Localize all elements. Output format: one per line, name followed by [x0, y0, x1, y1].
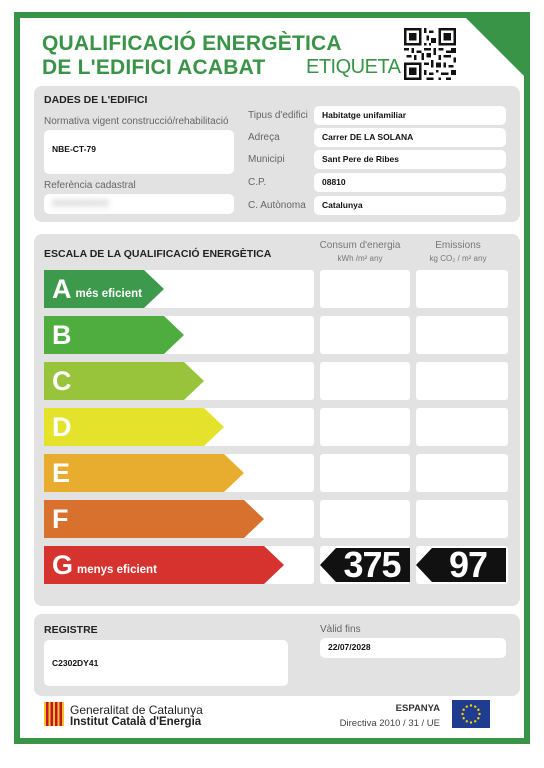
consum-cell — [320, 454, 410, 492]
scale-row-a — [44, 270, 314, 308]
eu-star — [474, 705, 476, 707]
emissions-cell — [416, 408, 508, 446]
consum-header: Consum d'energia — [319, 240, 401, 251]
field-label: Tipus d'edifici — [248, 110, 308, 121]
emissions-value: 97 — [448, 544, 488, 585]
scale-row-f — [44, 500, 314, 538]
etiqueta-label: ETIQUETA — [306, 56, 401, 78]
org-line1: Generalitat de Catalunya — [70, 703, 203, 717]
registre-section-title: REGISTRE — [44, 624, 98, 636]
valid-label: Vàlid fins — [320, 624, 361, 635]
scale-section-title: ESCALA DE LA QUALIFICACIÓ ENERGÈTICA — [44, 248, 272, 260]
emissions-unit: kg CO₂ / m² any — [429, 254, 487, 263]
scale-row-g — [44, 546, 314, 584]
valid-value: 22/07/2028 — [320, 638, 506, 658]
referencia-redacted: XXXXXXXXXX — [52, 198, 109, 208]
eu-star — [462, 717, 464, 719]
normativa-value: NBE-CT-79 — [44, 130, 234, 174]
registre-panel — [34, 614, 520, 696]
eu-star — [477, 709, 479, 711]
scale-arrow-text — [44, 500, 69, 538]
energy-label — [14, 12, 530, 744]
directive: Directiva 2010 / 31 / UE — [339, 718, 440, 729]
eu-star — [478, 713, 480, 715]
class-letter: D — [52, 411, 72, 442]
consum-cell — [320, 270, 410, 308]
consum-cell — [320, 362, 410, 400]
consum-cell — [320, 500, 410, 538]
scale-arrow-text — [44, 454, 70, 492]
eu-flag-icon — [452, 700, 490, 728]
consum-cell — [320, 408, 410, 446]
emissions-header: Emissions — [435, 240, 481, 251]
generalitat-flag-icon — [44, 702, 64, 726]
scale-arrow-text — [44, 408, 72, 446]
qr-code-icon — [404, 28, 456, 80]
field-label: Municipi — [248, 154, 285, 165]
class-label: més eficient — [75, 288, 142, 300]
eu-star — [474, 720, 476, 722]
normativa-label: Normativa vigent construcció/rehabilitació — [44, 116, 229, 127]
scale-row-c — [44, 362, 314, 400]
corner-triangle — [464, 16, 526, 78]
eu-star — [470, 721, 472, 723]
field-label: C. Autònoma — [248, 200, 306, 211]
scale-row-e — [44, 454, 314, 492]
eu-star — [462, 709, 464, 711]
building-data-panel — [34, 86, 520, 222]
scale-row-d — [44, 408, 314, 446]
class-letter: C — [52, 365, 72, 396]
referencia-value — [44, 194, 234, 214]
scale-arrow-text — [44, 316, 72, 354]
eu-star — [470, 704, 472, 706]
field-label: C.P. — [248, 177, 267, 188]
emissions-cell — [416, 270, 508, 308]
class-letter: B — [52, 319, 72, 350]
eu-star — [477, 717, 479, 719]
title-line1: QUALIFICACIÓ ENERGÈTICA — [42, 32, 342, 55]
class-letter: G — [52, 549, 74, 580]
field-value: Carrer DE LA SOLANA — [314, 128, 506, 147]
class-letter: F — [52, 503, 69, 534]
scale-arrow-text — [44, 362, 72, 400]
emissions-cell — [416, 316, 508, 354]
eu-star — [466, 705, 468, 707]
emissions-cell — [416, 362, 508, 400]
scale-row-b — [44, 316, 314, 354]
class-label: menys eficient — [77, 564, 157, 576]
scale-arrow-e — [44, 454, 244, 492]
eu-star — [461, 713, 463, 715]
class-letter: E — [52, 457, 71, 488]
emissions-cell — [416, 454, 508, 492]
field-label: Adreça — [248, 132, 280, 143]
title-line2: DE L'EDIFICI ACABAT — [42, 56, 266, 79]
field-value: 08810 — [314, 173, 506, 192]
org-line2: Institut Català d'Energia — [70, 716, 202, 728]
consum-cell — [320, 316, 410, 354]
referencia-label: Referència cadastral — [44, 180, 136, 191]
field-value: Sant Pere de Ribes — [314, 150, 506, 169]
registre-value: C2302DY41 — [44, 640, 288, 686]
eu-star — [466, 720, 468, 722]
consum-unit: kWh /m² any — [337, 254, 383, 263]
country: ESPANYA — [395, 703, 440, 714]
emissions-cell — [416, 500, 508, 538]
footer — [20, 702, 530, 742]
field-value: Habitatge unifamiliar — [314, 106, 506, 125]
scale-arrow-text — [44, 270, 142, 308]
scale-panel — [34, 234, 520, 606]
class-letter: A — [52, 273, 72, 304]
building-section-title: DADES DE L'EDIFICI — [44, 94, 148, 106]
consum-value: 375 — [343, 544, 401, 585]
scale-arrow-text — [44, 546, 157, 584]
field-value: Catalunya — [314, 196, 506, 215]
scale-arrow-f — [44, 500, 264, 538]
